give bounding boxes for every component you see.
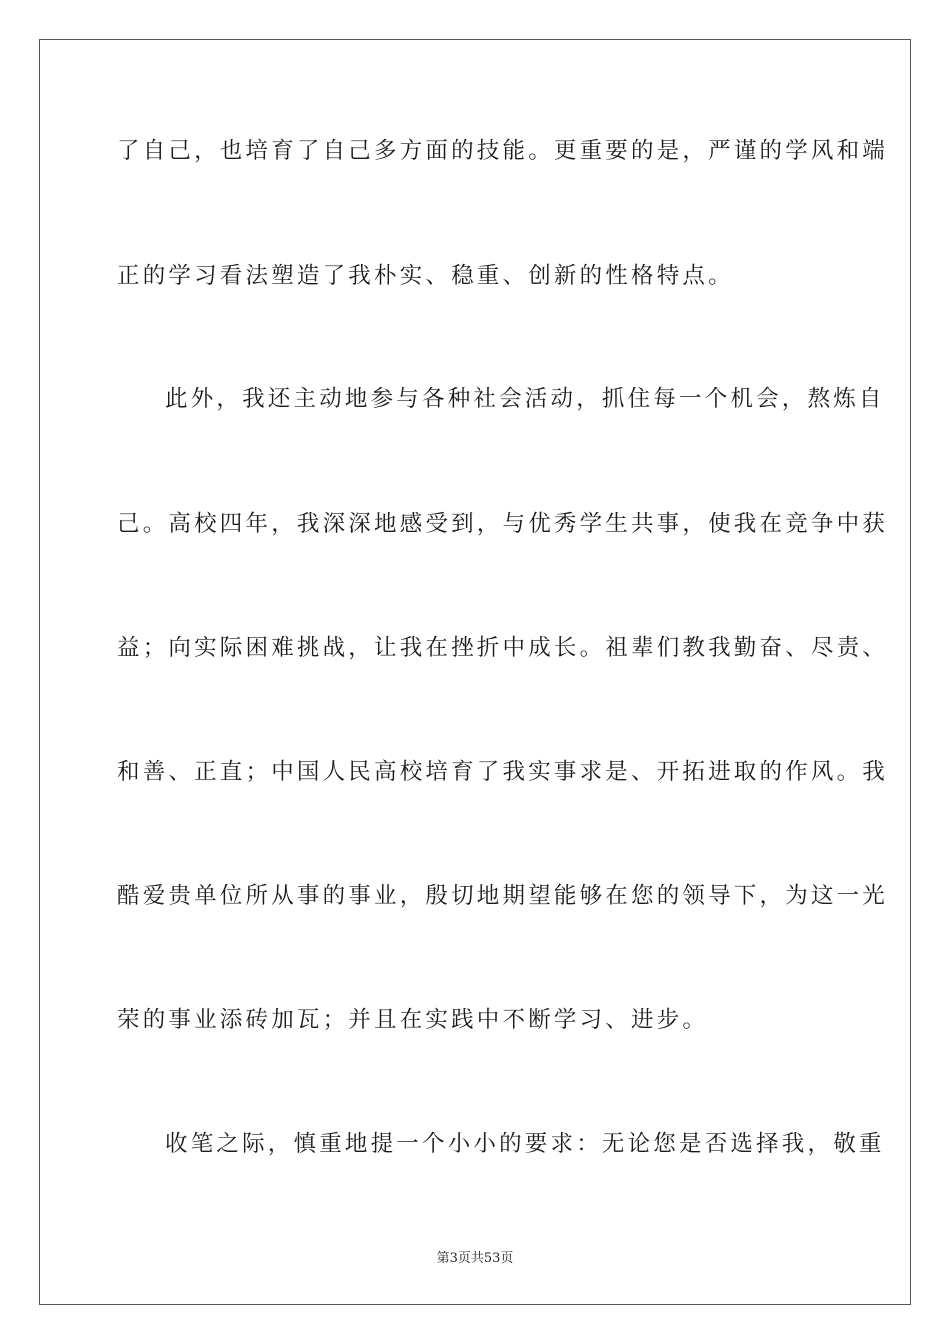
- text-line-5: 益；向实际困难挑战，让我在挫折中成长。祖辈们教我勤奋、尽责、: [117, 635, 889, 661]
- text-line-2: 正的学习看法塑造了我朴实、稳重、创新的性格特点。: [117, 263, 734, 289]
- page-total: 共53页: [470, 1251, 514, 1266]
- page-border: [39, 39, 911, 1305]
- text-line-1: 了自己，也培育了自己多方面的技能。更重要的是，严谨的学风和端: [117, 138, 889, 164]
- text-line-6: 和善、正直；中国人民高校培育了我实事求是、开拓进取的作风。我: [117, 759, 889, 785]
- page-footer: [0, 1247, 950, 1266]
- text-line-9: 收笔之际，慎重地提一个小小的要求：无论您是否选择我，敬重: [165, 1131, 885, 1157]
- text-line-8: 荣的事业添砖加瓦；并且在实践中不断学习、进步。: [117, 1007, 709, 1033]
- text-line-7: 酷爱贵单位所从事的事业，殷切地期望能够在您的领导下，为这一光: [117, 883, 889, 909]
- page-number: 第3页: [436, 1251, 471, 1266]
- text-line-4: 己。高校四年，我深深地感受到，与优秀学生共事，使我在竞争中获: [117, 511, 889, 537]
- text-line-3: 此外，我还主动地参与各种社会活动，抓住每一个机会，熬炼自: [165, 386, 885, 412]
